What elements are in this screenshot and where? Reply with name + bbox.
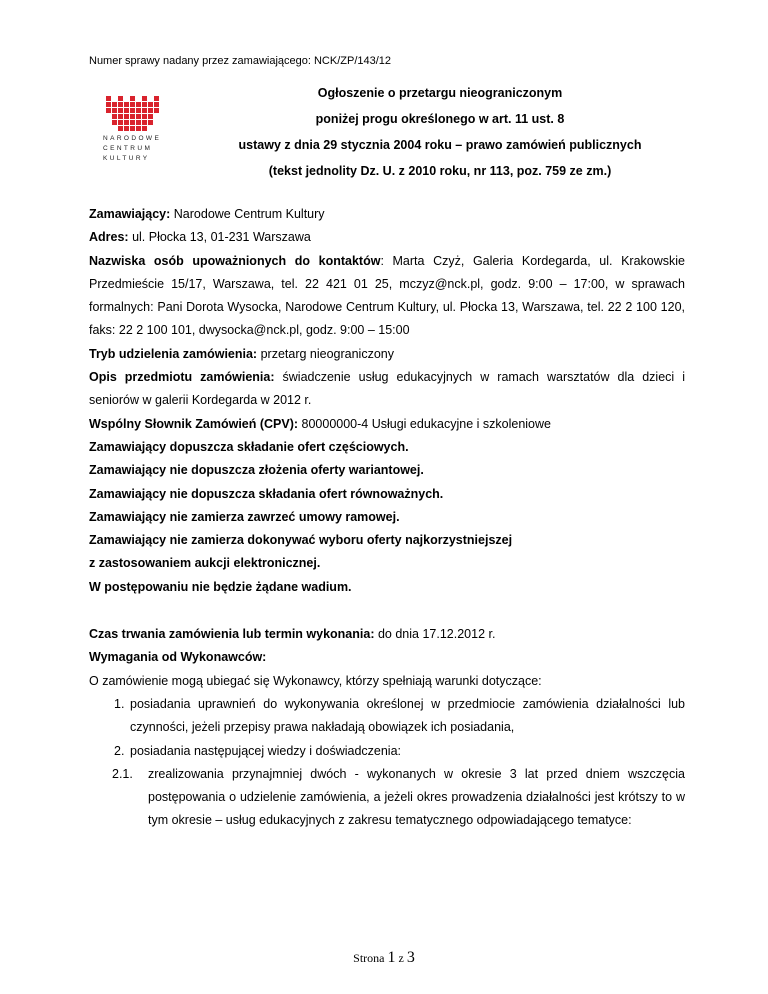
statement: z zastosowaniem aukcji elektronicznej. (89, 556, 321, 571)
field-cpv: Wspólny Słownik Zamówień (CPV): 80000000-4 Usługi edukacyjne i szkoleniowe (89, 416, 551, 431)
case-number: Numer sprawy nadany przez zamawiającego: NCK/ZP/143/12 (89, 55, 392, 67)
statement: Zamawiający nie dopuszcza złożenia oferty wariantowej. (89, 463, 424, 478)
field-kontakty: Nazwiska osób upoważnionych do kontaktów: Marta Czyż, Galeria Kordegarda, ul. Krakowskie Przedmieście 15/17, Warszawa, tel. 22 421 01 25, mczyz@nck.pl, godz. 9:00 – 17:00, w sprawach formalnych: Pani Dorota Wysocka, Narodowe Centrum Kultury, ul. Płocka 13, Warszawa, tel. 22 2 100 120, faks: 22 2 100 101, dwysocka@nck.pl, godz. 9:00 – 15:00 (89, 253, 685, 338)
logo (103, 96, 193, 164)
list-item: 2. posiadania następującej wiedzy i doświadczenia: 2.1. zrealizowania przynajmniej dwóch - wykonanych w okresie 3 lat przed dniem wszczęcia postępowania o udzielenie zamówienia, a jeżeli okres prowadzenia działalności jest krótszy to w tym okresie – usług edukacyjnych z zakresu tematycznego odpowiadającego tematyce: (89, 740, 685, 833)
section-title: Wymagania od Wykonawców: (89, 650, 267, 665)
announcement-header (190, 80, 690, 184)
requirements-list (89, 693, 685, 833)
statement: Zamawiający nie dopuszcza składania ofert równoważnych. (89, 486, 444, 501)
ncl-crown-logo-icon (103, 96, 163, 132)
page-footer: Strona 1 z 3 (353, 949, 415, 966)
field-opis: Opis przedmiotu zamówienia: świadczenie usług edukacyjnych w ramach warsztatów dla dzieci i seniorów w galerii Kordegarda w 2012 r. (89, 370, 685, 408)
header-line: Ogłoszenie o przetargu nieograniczonym (317, 86, 563, 100)
document-body (89, 203, 685, 833)
header-line: ustawy z dnia 29 stycznia 2004 roku – prawo zamówień publicznych (238, 138, 642, 152)
statement: Zamawiający nie zamierza dokonywać wyboru oferty najkorzystniejszej (89, 533, 513, 548)
field-adres: Adres: ul. Płocka 13, 01-231 Warszawa (89, 230, 311, 245)
header-line: (tekst jednolity Dz. U. z 2010 roku, nr 113, poz. 759 ze zm.) (268, 164, 612, 178)
page-number: 1 (387, 949, 396, 966)
sub-list-item: 2.1. zrealizowania przynajmniej dwóch - wykonanych w okresie 3 lat przed dniem wszczęcia postępowania o udzielenie zamówienia, a jeżeli okres prowadzenia działalności jest krótszy to w tym okresie – usług edukacyjnych z zakresu tematycznego odpowiadającego tematyce: (112, 766, 685, 828)
sub-list (112, 763, 685, 833)
field-zamawiajacy: Zamawiający: Narodowe Centrum Kultury (89, 207, 325, 221)
page-total: 3 (406, 949, 415, 966)
section-intro: O zamówienie mogą ubiegać się Wykonawcy, którzy spełniają warunki dotyczące: (89, 673, 542, 688)
logo-text: NARODOWE CENTRUM KULTURY (103, 135, 162, 162)
statement: Zamawiający nie zamierza zawrzeć umowy ramowej. (89, 509, 400, 524)
field-czas: Czas trwania zamówienia lub termin wykonania: do dnia 17.12.2012 r. (89, 627, 496, 642)
header-line: poniżej progu określonego w art. 11 ust. 8 (315, 112, 565, 126)
list-item: 1. posiadania uprawnień do wykonywania określonej w przedmiocie zamówienia działalności lub czynności, jeżeli przepisy prawa nakładają obowiązek ich posiadania, (114, 696, 685, 735)
statement: Zamawiający dopuszcza składanie ofert częściowych. (89, 439, 409, 454)
field-tryb: Tryb udzielenia zamówienia: przetarg nieograniczony (89, 346, 394, 361)
statement: W postępowaniu nie będzie żądane wadium. (89, 579, 352, 594)
